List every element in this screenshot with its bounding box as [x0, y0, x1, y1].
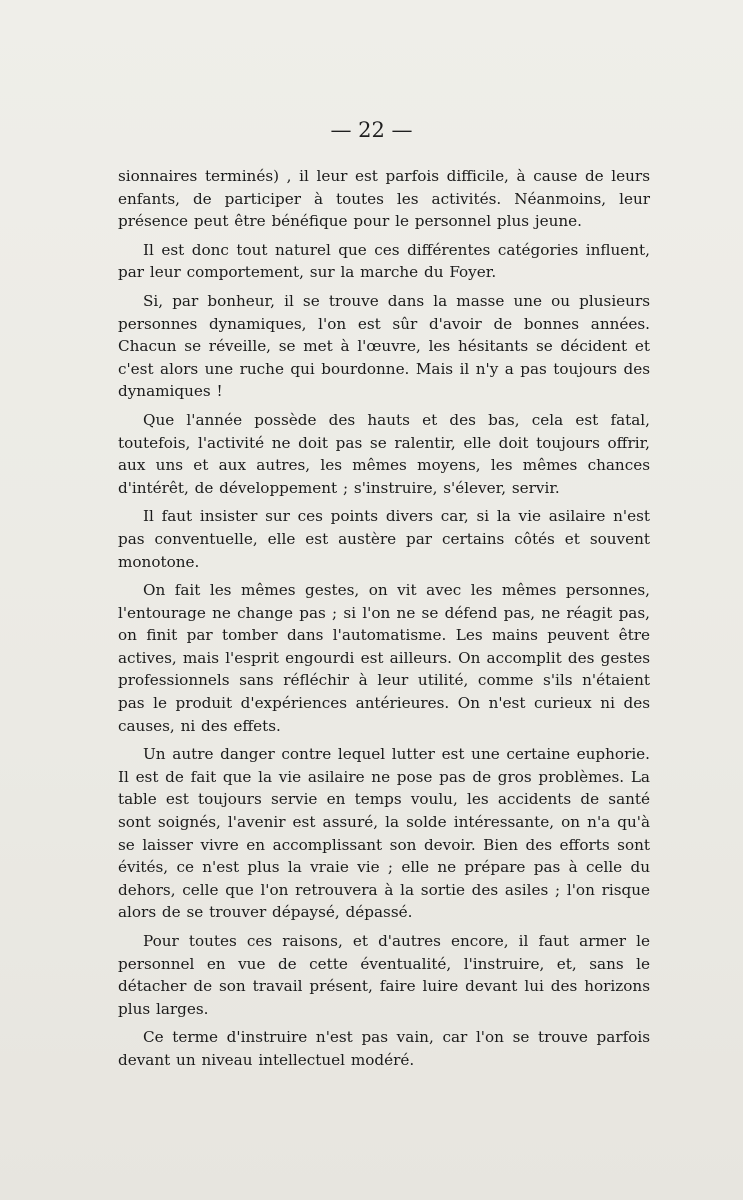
paragraph-7: Un autre danger contre lequel lutter est une certaine euphorie. Il est de fait que la vie asilaire ne pose pas de gros problèmes. La table est toujours servie en temps voulu, les accidents de santé sont soignés, l'avenir est assuré, la solde intéressante, on n'a qu'à se laisser vivre en accomplissant son devoir. Bien des efforts sont évités, ce n'est plus la vraie vie ; elle ne prépare pas à celle du dehors, celle que l'on retrouvera à la sortie des asiles ; l'on risque alors de se trouver dépaysé, dépassé.: [118, 745, 650, 922]
paragraph-5: Il faut insister sur ces points divers car, si la vie asilaire n'est pas conventuelle, elle est austère par certains côtés et souvent monotone.: [118, 507, 650, 571]
page-number: — 22 —: [330, 118, 413, 142]
paragraph-2: Il est donc tout naturel que ces différentes catégories influent, par leur comportement, sur la marche du Foyer.: [118, 240, 650, 282]
paragraph-8: Pour toutes ces raisons, et d'autres encore, il faut armer le personnel en vue de cette éventualité, l'instruire, et, sans le détacher de son travail présent, faire luire devant lui des horizons plus larges.: [118, 932, 650, 1018]
paragraph-3: Si, par bonheur, il se trouve dans la masse une ou plusieurs personnes dynamiques, l'on est sûr d'avoir de bonnes années. Chacun se réveille, se met à l'œuvre, les hésitants se décident et c'est alors une ruche qui bourdonne. Mais il n'y a pas toujours des dynamiques !: [118, 291, 650, 401]
paragraph-6: On fait les mêmes gestes, on vit avec les mêmes personnes, l'entourage ne change pas ; si l'on ne se défend pas, ne réagit pas, on finit par tomber dans l'automatisme. Les mains peuvent être actives, mais l'esprit engourdi est ailleurs. On accomplit des gestes professionnels sans réfléchir à leur utilité, comme s'ils n'étaient pas le produit d'expériences antérieures. On n'est curieux ni des causes, ni des effets.: [118, 581, 650, 735]
paragraph-1: sionnaires terminés) , il leur est parfois difficile, à cause de leurs enfants, de participer à toutes les activités. Néanmoins, leur présence peut être bénéfique pour le personnel plus jeune.: [118, 167, 650, 231]
paragraph-9: Ce terme d'instruire n'est pas vain, car l'on se trouve parfois devant un niveau intellectuel modéré.: [118, 1028, 650, 1069]
body-text: [118, 165, 650, 1078]
paragraph-4: Que l'année possède des hauts et des bas, cela est fatal, toutefois, l'activité ne doit pas se ralentir, elle doit toujours offrir, aux uns et aux autres, les mêmes moyens, les mêmes chances d'intérêt, de développement ; s'instruire, s'élever, servir.: [118, 410, 650, 497]
